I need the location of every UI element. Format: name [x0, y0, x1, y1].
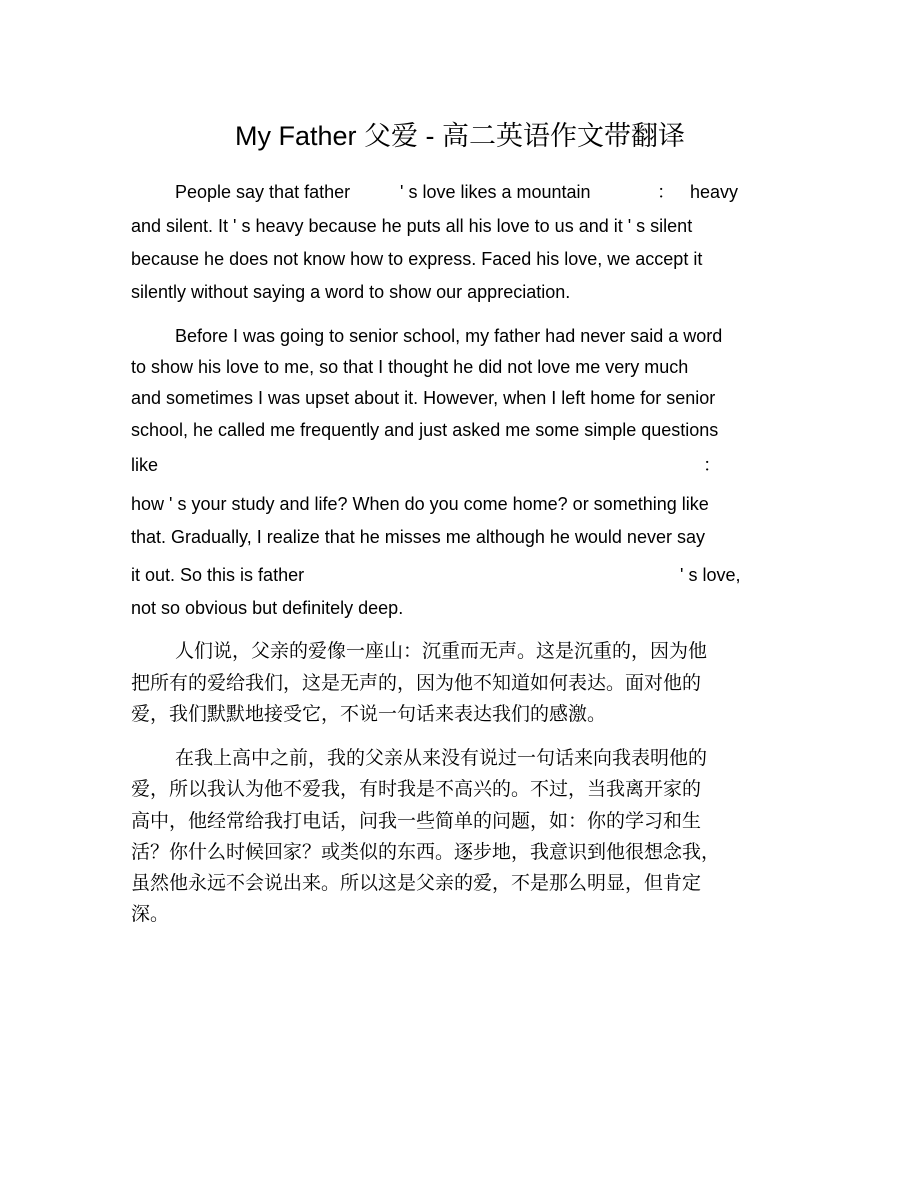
text-line: 人们说，父亲的爱像一座山：沉重而无声。这是沉重的，因为他 — [175, 640, 708, 662]
text-line: 爱，我们默默地接受它，不说一句话来表达我们的感激。 — [131, 703, 607, 725]
text-line: ' s love likes a mountain — [400, 182, 591, 202]
text-line: how ' s your study and life? When do you come home? or something like — [131, 494, 709, 514]
text-line: 高中，他经常给我打电话，问我一些简单的问题，如：你的学习和生 — [131, 810, 702, 832]
text-line: People say that father — [175, 182, 351, 202]
text-line: ' s love, — [680, 565, 741, 585]
text-line: 爱，所以我认为他不爱我，有时我是不高兴的。不过，当我离开家的 — [131, 778, 702, 800]
text-line: 深。 — [131, 903, 170, 925]
text-line: to show his love to me, so that I thought he did not love me very much — [131, 357, 689, 377]
text-line: school, he called me frequently and just asked me some simple questions — [131, 420, 719, 440]
text-line: and sometimes I was upset about it. However, when I left home for senior — [131, 388, 716, 408]
text-line: heavy — [690, 182, 739, 202]
text-line: like — [131, 455, 159, 475]
text-line: 把所有的爱给我们，这是无声的，因为他不知道如何表达。面对他的 — [131, 672, 702, 694]
text-line: that. Gradually, I realize that he misses me although he would never say — [131, 527, 705, 547]
text-line: ： — [703, 455, 721, 475]
text-line: ： — [657, 182, 675, 202]
text-line: and silent. It ' s heavy because he puts all his love to us and it ' s silent — [131, 216, 693, 236]
text-line: 在我上高中之前，我的父亲从来没有说过一句话来向我表明他的 — [175, 747, 708, 769]
text-line: because he does not know how to express. Faced his love, we accept it — [131, 249, 703, 269]
text-line: 活？你什么时候回家？或类似的东西。逐步地，我意识到他很想念我， — [131, 841, 721, 863]
text-line: it out. So this is father — [131, 565, 305, 585]
text-line: Before I was going to senior school, my father had never said a word — [175, 326, 723, 346]
text-line: 虽然他永远不会说出来。所以这是父亲的爱，不是那么明显，但肯定 — [131, 872, 702, 894]
text-line: silently without saying a word to show our appreciation. — [131, 282, 571, 302]
text-line: not so obvious but definitely deep. — [131, 598, 404, 618]
document-title: My Father 父爱 - 高二英语作文带翻译 — [234, 121, 686, 151]
